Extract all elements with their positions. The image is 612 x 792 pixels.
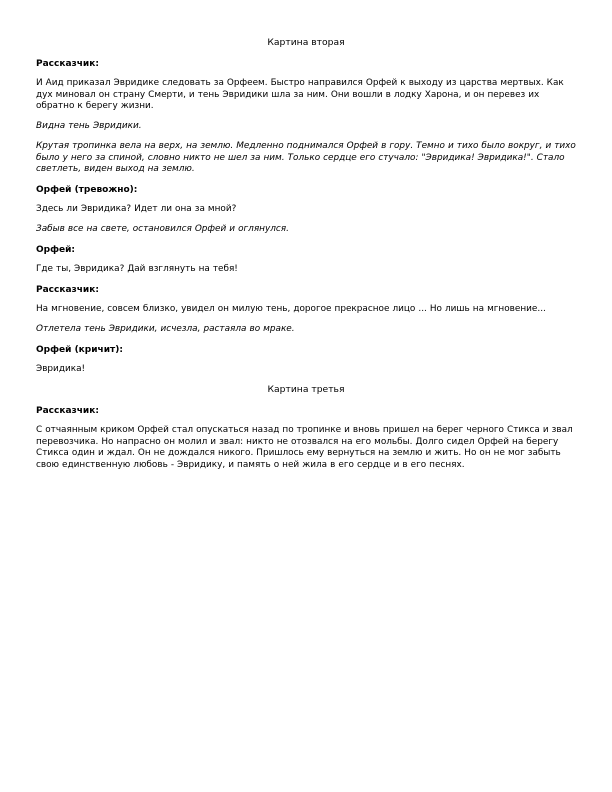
narration-paragraph: С отчаянным криком Орфей стал опускаться назад по тропинке и вновь пришел на берег черного Стикса и звал перевозчика. Но напрасно он молил и звал: никто не отозвался на его мольбы. Долго сидел Орфей на берегу Стикса один и ждал. Он не дождался никого. Пришлось ему вернуться на землю и жить. Но он не мог забыть свою единственную любовь - Эвридику, и память о ней жила в его сердце и в его песнях. xyxy=(36,425,573,470)
speaker-label: Рассказчик: xyxy=(36,285,99,295)
stage-direction: Отлетела тень Эвридики, исчезла, растаяла во мраке. xyxy=(36,324,295,334)
speaker-label: Рассказчик: xyxy=(36,59,99,69)
scene-heading: Картина вторая xyxy=(267,37,345,48)
dialogue-line: Здесь ли Эвридика? Идет ли она за мной? xyxy=(36,204,237,214)
scene-heading: Картина третья xyxy=(267,384,345,395)
speaker-label: Орфей: xyxy=(36,245,76,255)
narration-paragraph: И Аид приказал Эвридике следовать за Орфеем. Быстро направился Орфей к выходу из царства мертвых. Как дух миновал он страну Смерти, и тень Эвридики шла за ним. Они вошли в лодку Харона, и он перевез их обратно к берегу жизни. xyxy=(36,78,564,111)
dialogue-line: Эвридика! xyxy=(36,364,86,374)
speaker-label: Орфей (тревожно): xyxy=(36,185,138,195)
stage-direction: Крутая тропинка вела на верх, на землю. Медленно поднимался Орфей в гору. Темно и тихо было вокруг, и тихо было у него за спиной, словно никто не шел за ним. Только сердце его стучало: "Эвридика! Эвридика!". Стало светлеть, виден выход на землю. xyxy=(36,141,576,174)
speaker-label: Орфей (кричит): xyxy=(36,345,123,355)
stage-direction: Видна тень Эвридики. xyxy=(36,121,142,131)
speaker-label: Рассказчик: xyxy=(36,406,99,416)
document-content xyxy=(36,37,576,480)
dialogue-line: Где ты, Эвридика? Дай взглянуть на тебя! xyxy=(36,264,238,274)
narration-paragraph: На мгновение, совсем близко, увидел он милую тень, дорогое прекрасное лицо ... Но лишь на мгновение... xyxy=(36,304,546,314)
stage-direction: Забыв все на свете, остановился Орфей и оглянулся. xyxy=(36,224,289,234)
